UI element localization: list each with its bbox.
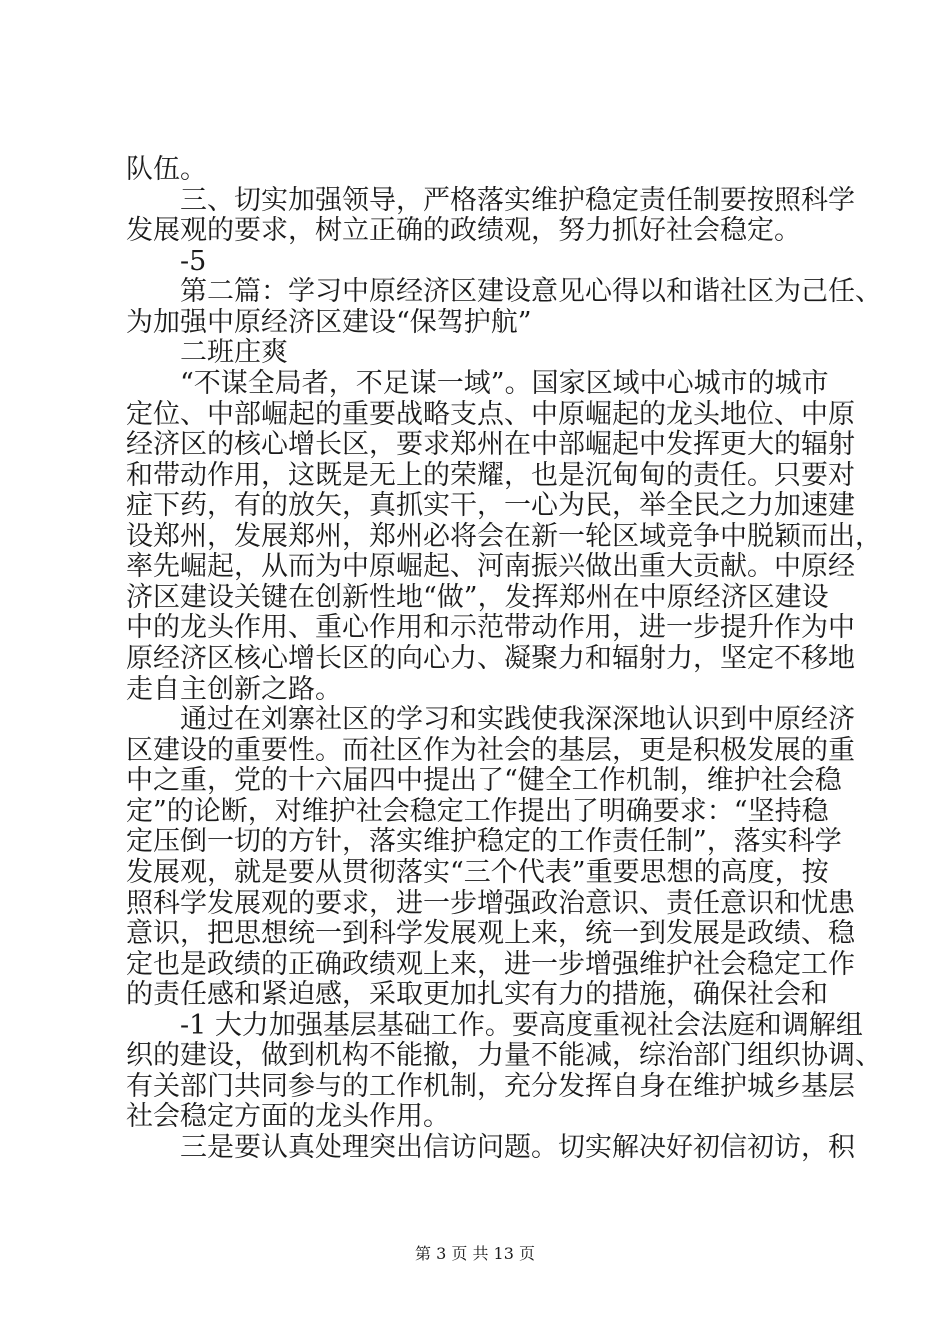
text-line: 的责任感和紧迫感，采取更加扎实有力的措施，确保社会和 — [126, 979, 828, 1010]
text-line: 中之重，党的十六届四中提出了“健全工作机制，维护社会稳 — [126, 765, 842, 796]
text-line: 定也是政绩的正确政绩观上来，进一步增强维护社会稳定工作 — [126, 949, 855, 980]
text-line: 原经济区核心增长区的向心力、凝聚力和辐射力，坚定不移地 — [126, 643, 855, 674]
text-line: 照科学发展观的要求，进一步增强政治意识、责任意识和忧患 — [126, 888, 855, 919]
text-line: 区建设的重要性。而社区作为社会的基层，更是积极发展的重 — [126, 735, 855, 766]
section-heading: 第二篇：学习中原经济区建设意见心得以和谐社区为己任、 — [180, 276, 882, 307]
text-line: 症下药，有的放矢，真抓实干，一心为民，举全民之力加速建 — [126, 490, 855, 521]
text-line: 定压倒一切的方针，落实维护稳定的工作责任制”，落实科学 — [126, 826, 842, 857]
author-line: 二班庄爽 — [180, 337, 288, 368]
text-line: 发展观，就是要从贯彻落实“三个代表”重要思想的高度，按 — [126, 857, 829, 888]
text-line: 通过在刘寨社区的学习和实践使我深深地认识到中原经济 — [180, 704, 855, 735]
text-line: 三、切实加强领导，严格落实维护稳定责任制要按照科学 — [180, 185, 855, 216]
text-line: 三是要认真处理突出信访问题。切实解决好初信初访，积 — [180, 1132, 855, 1163]
text-line: 中的龙头作用、重心作用和示范带动作用，进一步提升作为中 — [126, 612, 855, 643]
text-line: 队伍。 — [126, 154, 207, 185]
text-line: “不谋全局者，不足谋一域”。国家区域中心城市的城市 — [180, 368, 829, 399]
section-heading: 为加强中原经济区建设“保驾护航” — [126, 307, 532, 338]
text-line: 经济区的核心增长区，要求郑州在中部崛起中发挥更大的辐射 — [126, 429, 855, 460]
page-marker: -5 — [180, 246, 207, 277]
text-line: 定”的论断，对维护社会稳定工作提出了明确要求：“坚持稳 — [126, 796, 829, 827]
text-line: 率先崛起，从而为中原崛起、河南振兴做出重大贡献。中原经 — [126, 551, 855, 582]
text-line: 织的建设，做到机构不能撤，力量不能减，综治部门组织协调、 — [126, 1040, 882, 1071]
text-line: 有关部门共同参与的工作机制，充分发挥自身在维护城乡基层 — [126, 1071, 855, 1102]
text-line: 设郑州，发展郑州，郑州必将会在新一轮区域竞争中脱颖而出， — [126, 521, 882, 552]
text-line: -1 大力加强基层基础工作。要高度重视社会法庭和调解组 — [180, 1010, 863, 1041]
text-line: 意识，把思想统一到科学发展观上来，统一到发展是政绩、稳 — [126, 918, 855, 949]
text-line: 发展观的要求，树立正确的政绩观，努力抓好社会稳定。 — [126, 215, 801, 246]
text-line: 定位、中部崛起的重要战略支点、中原崛起的龙头地位、中原 — [126, 399, 855, 430]
text-line: 济区建设关键在创新性地“做”，发挥郑州在中原经济区建设 — [126, 582, 829, 613]
text-line: 和带动作用，这既是无上的荣耀，也是沉甸甸的责任。只要对 — [126, 460, 855, 491]
text-line: 社会稳定方面的龙头作用。 — [126, 1101, 450, 1132]
page-footer: 第 3 页 共 13 页 — [415, 1244, 535, 1263]
text-line: 走自主创新之路。 — [126, 674, 342, 705]
